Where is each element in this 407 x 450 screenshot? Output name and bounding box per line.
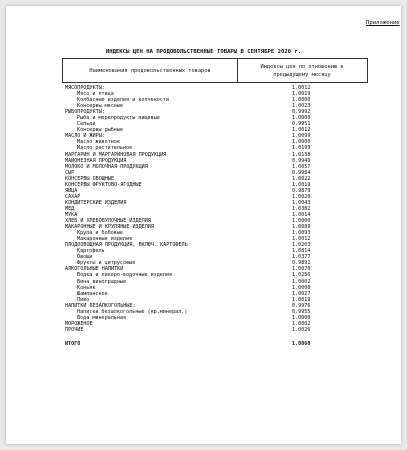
row-index-value: 1.0002: [292, 278, 311, 285]
row-index-value: 1.0019: [292, 91, 311, 98]
row-index-value: 0.9955: [292, 308, 311, 315]
row-name: МОЛОКО И МОЛОЧНАЯ ПРОДУКЦИЯ: [65, 163, 148, 170]
row-name: САХАР: [65, 193, 81, 200]
row-name: КОНДИТЕРСКИЕ ИЗДЕЛИЯ: [65, 199, 127, 206]
row-index-value: 1.0089: [292, 224, 311, 231]
row-index-value: 1.0070: [292, 266, 311, 273]
row-index-value: 1.0014: [292, 211, 311, 218]
row-index-value: 1.0019: [292, 296, 311, 303]
row-index-value: 0.9879: [292, 187, 311, 194]
price-index-table: [62, 85, 368, 347]
total-value: 1.0060: [292, 340, 311, 347]
row-name: Картофель: [77, 248, 105, 255]
row-name: Напитки безалкогольные (кр.минерал.): [77, 308, 188, 315]
row-index-value: 1.0012: [292, 85, 311, 91]
row-index-value: 1.0199: [292, 145, 311, 152]
row-index-value: 0.9951: [292, 121, 311, 128]
row-name: ПЛОДООВОЩНАЯ ПРОДУКЦИЯ, ВКЛЮЧ. КАРТОФЕЛЬ: [65, 242, 188, 249]
row-name: Пиво: [77, 296, 90, 303]
row-index-value: 1.0000: [292, 218, 311, 225]
row-index-value: 0.9976: [292, 302, 311, 309]
row-index-value: 1.0000: [292, 139, 311, 146]
row-name: Вода минеральная: [77, 314, 127, 321]
row-index-value: 1.0814: [292, 248, 311, 255]
row-index-value: 1.0023: [292, 103, 311, 110]
row-name: Крупа и бобовые: [77, 230, 124, 237]
row-name: Колбасные изделия и копчености: [77, 97, 170, 104]
row-name: МУКА: [65, 211, 78, 218]
row-name: Водка и ликеро-водочные изделия: [77, 272, 173, 279]
row-name: ПРОЧИЕ: [65, 326, 84, 333]
row-index-value: 0.9949: [292, 157, 311, 164]
row-name: МЯСОПРОДУКТЫ:: [65, 85, 105, 91]
row-index-value: 1.0000: [292, 115, 311, 122]
row-index-value: 1.0382: [292, 205, 311, 212]
row-index-value: 1.0012: [292, 127, 311, 134]
row-index-value: 1.0256: [292, 272, 311, 279]
row-name: Фрукты и цитрусовые: [77, 260, 136, 267]
row-index-value: 0.9992: [292, 109, 311, 116]
row-index-value: 1.0019: [292, 181, 311, 188]
row-name: МЕД: [65, 205, 75, 212]
row-index-value: 1.0000: [292, 97, 311, 104]
row-index-value: 1.0099: [292, 133, 311, 140]
row-index-value: 1.0057: [292, 163, 311, 170]
row-index-value: 1.0020: [292, 193, 311, 200]
row-name: Консервы рыбные: [77, 127, 124, 134]
table-header: [62, 58, 368, 83]
row-index-value: 1.0000: [292, 314, 311, 321]
column-header-index: Индексы цен по отношению к предыдущему месяцу: [260, 63, 344, 78]
row-name: Сельди: [77, 121, 96, 128]
row-name: Масло животное: [77, 139, 120, 146]
row-index-value: 1.0377: [292, 254, 311, 261]
row-index-value: 1.0026: [292, 326, 311, 333]
row-index-value: 1.0093: [292, 230, 311, 237]
row-name: Вина виноградные: [77, 278, 127, 285]
row-name: МАЙОНЕЗНАЯ ПРОДУКЦИЯ: [65, 157, 127, 164]
row-name: КОНСЕРВЫ ОВОЩНЫЕ: [65, 175, 115, 182]
row-index-value: 1.0002: [292, 320, 311, 327]
total-label: ИТОГО: [65, 340, 81, 347]
total-row: [62, 341, 368, 347]
row-name: Шампанское: [77, 290, 108, 297]
row-index-value: 1.0203: [292, 242, 311, 249]
document-page: [6, 6, 401, 444]
row-index-value: 1.0043: [292, 199, 311, 206]
row-index-value: 0.9984: [292, 169, 311, 176]
row-index-value: 0.9891: [292, 260, 311, 267]
row-index-value: 1.0138: [292, 151, 311, 158]
row-name: АЛКОГОЛЬНЫЕ НАПИТКИ: [65, 266, 124, 273]
row-name: Овощи: [77, 254, 93, 261]
row-index-value: 1.0000: [292, 284, 311, 291]
row-name: Консервы мясные: [77, 103, 124, 110]
row-name: МАКАРОННЫЕ И КРУПЯНЫЕ ИЗДЕЛИЯ: [65, 224, 154, 231]
row-name: Рыба и морепродукты пищевые: [77, 115, 160, 122]
column-header-name: Наименования продовольственных товаров: [89, 67, 211, 74]
row-name: МАСЛО И ЖИРЫ:: [65, 133, 105, 140]
row-name: НАПИТКИ БЕЗАЛКОГОЛЬНЫЕ:: [65, 302, 136, 309]
row-index-value: 1.0012: [292, 236, 311, 243]
row-name: ХЛЕБ И ХЛЕБОБУЛОЧНЫЕ ИЗДЕЛИЯ: [65, 218, 151, 225]
row-index-value: 1.0027: [292, 290, 311, 297]
row-name: РЫБОПРОДУКТЫ:: [65, 109, 105, 116]
document-title: ИНДЕКСЫ ЦЕН НА ПРОДОВОЛЬСТВЕННЫЕ ТОВАРЫ В СЕНТЯБРЕ 2020 г.: [105, 49, 302, 55]
row-name: Макаронные изделия: [77, 236, 133, 243]
row-name: СЫР: [65, 169, 75, 176]
row-index-value: 1.0022: [292, 175, 311, 182]
table-row: [62, 327, 368, 333]
row-name: Мясо и птица: [77, 91, 114, 98]
row-name: Масло растительное: [77, 145, 133, 152]
row-name: КОНСЕРВЫ ФРУКТОВО-ЯГОДНЫЕ: [65, 181, 142, 188]
row-name: Коньяк: [77, 284, 96, 291]
row-name: МАРГАРИН И МАРГАРИНОВАЯ ПРОДУКЦИЯ: [65, 151, 167, 158]
appendix-label: Приложение: [366, 20, 400, 26]
row-name: ЯЙЦА: [65, 187, 78, 194]
row-name: МОРОЖЕНОЕ: [65, 320, 93, 327]
